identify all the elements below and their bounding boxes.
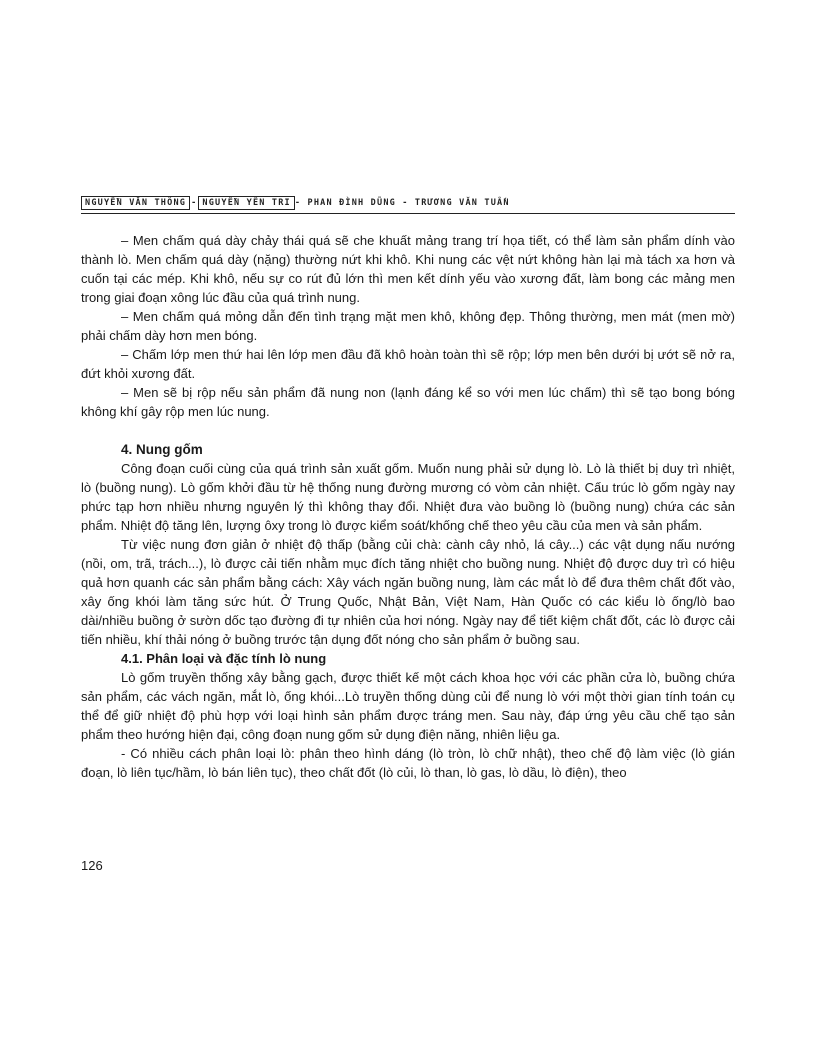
paragraph-second-layer: – Chấm lớp men thứ hai lên lớp men đầu đã khô hoàn toàn thì sẽ rộp; lớp men bên dưới bị ướt sẽ nở ra, đứt khỏi xương đất. xyxy=(81,347,735,381)
paragraph-kiln-history: Từ việc nung đơn giản ở nhiệt độ thấp (bằng củi chà: cành cây nhỏ, lá cây...) các vật dụng nấu nướng (nồi, om, trã, trách...), lò được cải tiến nhằm mục đích tăng nhiệt cho buồng nung. Nhiệt độ được duy trì có hiệu quả hơn quanh các sản phẩm bằng cách: Xây vách ngăn buồng nung, làm các mắt lò để đưa thêm chất đốt vào, xây ống khói làm tăng sức hút. Ở Trung Quốc, Nhật Bản, Việt Nam, Hàn Quốc có các kiểu lò ống/lò bao dài/nhiều buồng ở sườn dốc tạo đường đi tự nhiên của hơi nóng. Ngày nay để tiết kiệm chất đốt, các lò được cải tiến nhiều, khí thải nóng ở buồng trước tận dụng đốt nóng cho sản phẩm ở buồng sau. xyxy=(81,537,735,647)
paragraph-kiln-classification: - Có nhiều cách phân loại lò: phân theo hình dáng (lò tròn, lò chữ nhật), theo chế độ làm việc (lò gián đoạn, lò liên tục/hầm, lò bán liên tục), theo chất đốt (lò củi, lò than, lò gas, lò dầu, lò điện), theo xyxy=(81,746,735,780)
running-header xyxy=(81,196,735,214)
header-other-authors: - PHAN ĐÌNH DŨNG - TRƯƠNG VĂN TUẤN xyxy=(294,198,510,208)
header-rule xyxy=(81,213,735,214)
header-author-2: NGUYỄN YÊN TRI xyxy=(198,196,294,210)
header-separator: - xyxy=(191,198,198,208)
page-number: 126 xyxy=(81,858,103,873)
section-heading: 4. Nung gốm xyxy=(121,442,203,457)
paragraph-firing-intro: Công đoạn cuối cùng của quá trình sản xuất gốm. Muốn nung phải sử dụng lò. Lò là thiết bị duy trì nhiệt, lò (buồng nung). Lò gốm khởi đầu từ hệ thống nung đường mương có vòm cản nhiệt. Cấu trúc lò gốm ngày nay phức tạp hơn nhiều nhưng nguyên lý thì không thay đổi. Nhiệt đưa vào buồng lò (buồng nung) chứa các sản phẩm. Nhiệt độ tăng lên, lượng ôxy trong lò được kiểm soát/khống chế theo yêu cầu của men và sản phẩm. xyxy=(81,461,735,533)
page-body xyxy=(81,231,735,782)
header-author-1: NGUYỄN VĂN THÔNG xyxy=(81,196,190,210)
paragraph-traditional-kiln: Lò gốm truyền thống xây bằng gạch, được thiết kế một cách khoa học với các phần cửa lò, buồng chứa sản phẩm, các vách ngăn, mắt lò, ống khói...Lò truyền thống dùng củi để nung lò với một thời gian tính toán cụ thể để giữ nhiệt độ phù hợp với loại hình sản phẩm được tráng men. Sau này, đáp ứng yêu cầu chế tạo sản phẩm theo hướng hiện đại, công đoạn nung gốm sử dụng điện năng, nhiên liệu ga. xyxy=(81,670,735,742)
subsection-heading: 4.1. Phân loại và đặc tính lò nung xyxy=(121,651,327,666)
paragraph-thin-glaze: – Men chấm quá mỏng dẫn đến tình trạng mặt men khô, không đẹp. Thông thường, men mát (men mờ) phải chấm dày hơn men bóng. xyxy=(81,309,735,343)
paragraph-thick-glaze: – Men chấm quá dày chảy thái quá sẽ che khuất mảng trang trí họa tiết, có thể làm sản phẩm dính vào thành lò. Men chấm quá dày (nặng) thường nứt khi khô. Khi nung các vệt nứt không hàn lại mà tách xa hơn và cuốn tại các mép. Khi khô, nếu sự co rút đủ lớn thì men kết dính yếu vào xương đất, làm bong các mảng men trong giai đoạn xông lúc đầu của quá trình nung. xyxy=(81,233,735,305)
paragraph-bisque-blister: – Men sẽ bị rộp nếu sản phẩm đã nung non (lạnh đáng kể so với men lúc chấm) thì sẽ tạo bong bóng không khí gây rộp men lúc nung. xyxy=(81,385,735,419)
